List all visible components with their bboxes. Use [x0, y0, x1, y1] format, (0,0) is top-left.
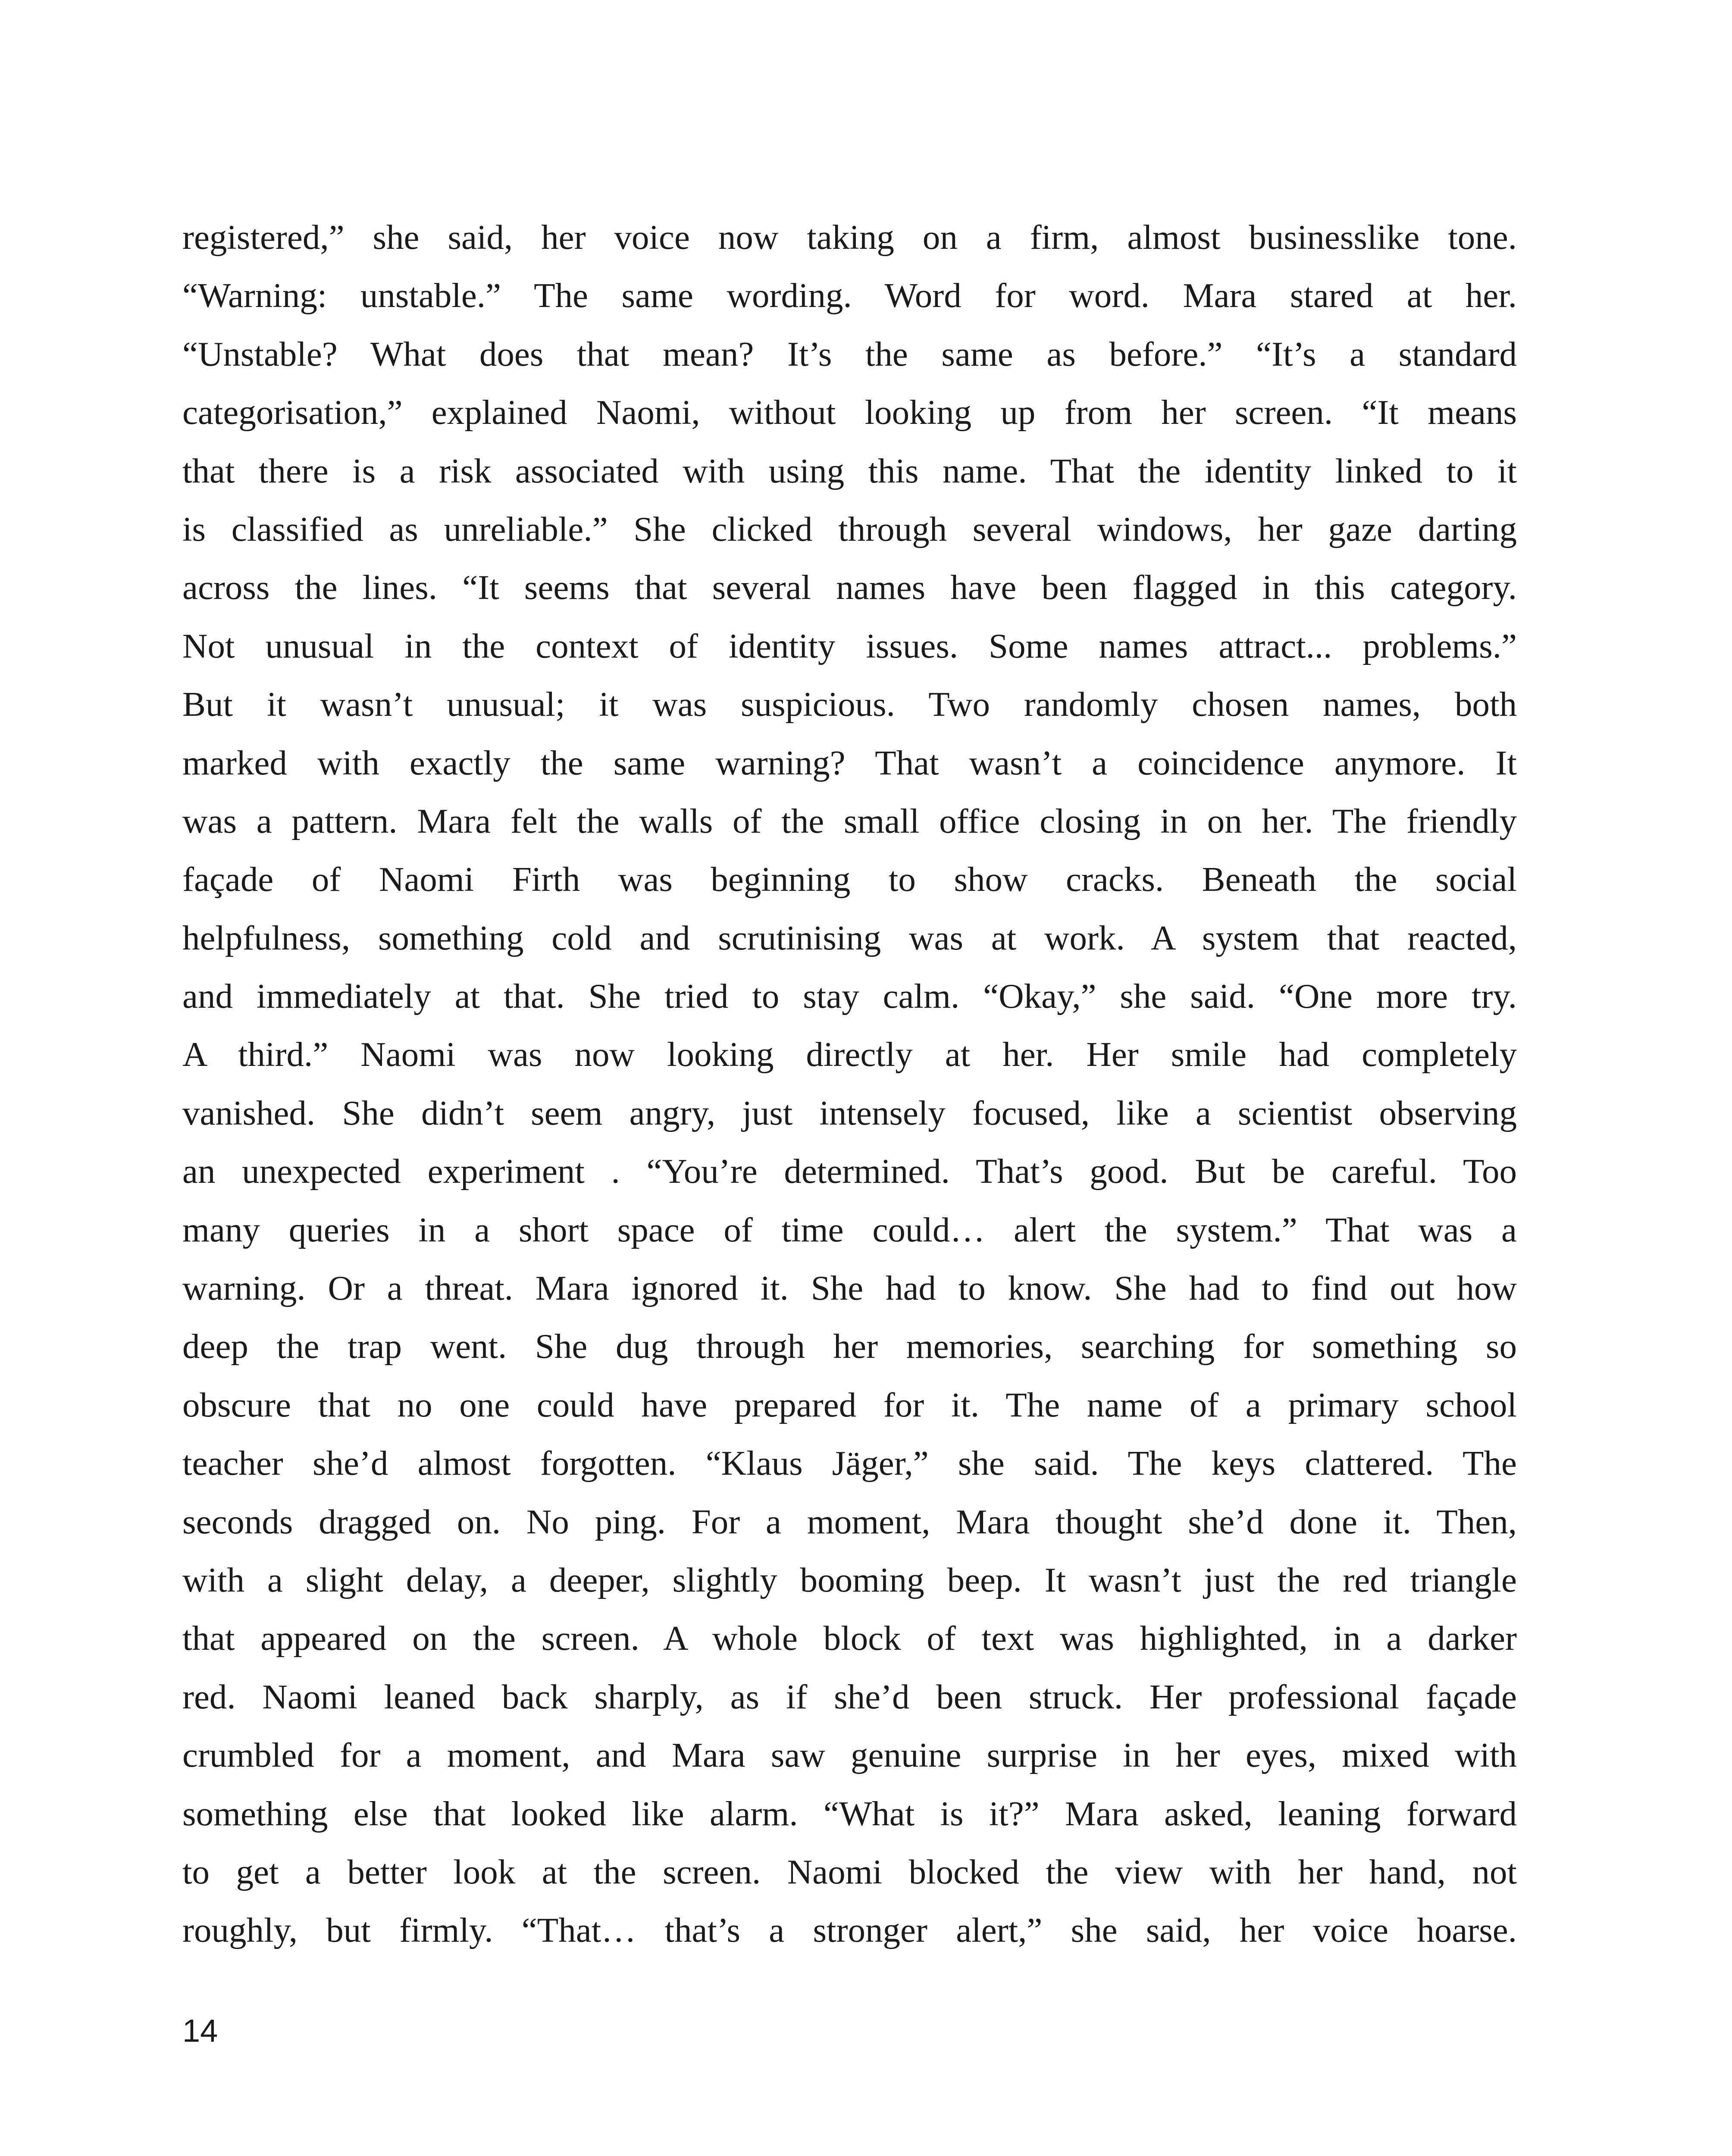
text-line: A third.” Naomi was now looking directly at her. Her smile had completely: [182, 1035, 1517, 1074]
text-line: helpfulness, something cold and scrutinising was at work. A system that reacted,: [182, 918, 1517, 957]
text-line: with a slight delay, a deeper, slightly booming beep. It wasn’t just the red triangle: [182, 1560, 1517, 1599]
text-line: obscure that no one could have prepared for it. The name of a primary school: [182, 1385, 1517, 1424]
text-line: was a pattern. Mara felt the walls of the small office closing in on her. The friendly: [182, 801, 1517, 840]
text-line: categorisation,” explained Naomi, without looking up from her screen. “It means: [182, 393, 1517, 432]
text-line: something else that looked like alarm. “What is it?” Mara asked, leaning forward: [182, 1794, 1517, 1833]
text-line: seconds dragged on. No ping. For a moment, Mara thought she’d done it. Then,: [182, 1502, 1517, 1541]
text-line: across the lines. “It seems that several names have been flagged in this category.: [182, 568, 1517, 607]
text-line: that appeared on the screen. A whole block of text was highlighted, in a darker: [182, 1619, 1517, 1658]
page-number: 14: [182, 2013, 218, 2049]
text-line: teacher she’d almost forgotten. “Klaus Jäger,” she said. The keys clattered. The: [182, 1444, 1517, 1483]
text-line: warning. Or a threat. Mara ignored it. She had to know. She had to find out how: [182, 1269, 1517, 1308]
body-text: [182, 208, 1517, 1960]
text-line: But it wasn’t unusual; it was suspicious. Two randomly chosen names, both: [182, 685, 1517, 724]
text-line: registered,” she said, her voice now taking on a firm, almost businesslike tone.: [182, 218, 1517, 257]
text-line: and immediately at that. She tried to stay calm. “Okay,” she said. “One more try.: [182, 977, 1517, 1016]
text-line: many queries in a short space of time could… alert the system.” That was a: [182, 1210, 1517, 1249]
text-line: to get a better look at the screen. Naomi blocked the view with her hand, not: [182, 1852, 1517, 1891]
text-line: façade of Naomi Firth was beginning to show cracks. Beneath the social: [182, 860, 1517, 899]
text-line: marked with exactly the same warning? That wasn’t a coincidence anymore. It: [182, 743, 1517, 782]
text-line: that there is a risk associated with using this name. That the identity linked to it: [182, 451, 1517, 490]
text-line: “Warning: unstable.” The same wording. Word for word. Mara stared at her.: [182, 276, 1517, 315]
text-line: an unexpected experiment . “You’re determined. That’s good. But be careful. Too: [182, 1152, 1517, 1191]
text-line: deep the trap went. She dug through her memories, searching for something so: [182, 1327, 1517, 1366]
text-line: Not unusual in the context of identity issues. Some names attract... problems.”: [182, 626, 1517, 665]
text-line: is classified as unreliable.” She clicked through several windows, her gaze darting: [182, 509, 1517, 548]
text-line: “Unstable? What does that mean? It’s the same as before.” “It’s a standard: [182, 334, 1517, 373]
text-line: roughly, but firmly. “That… that’s a stronger alert,” she said, her voice hoarse.: [182, 1911, 1517, 1950]
text-line: crumbled for a moment, and Mara saw genuine surprise in her eyes, mixed with: [182, 1736, 1517, 1775]
text-line: vanished. She didn’t seem angry, just intensely focused, like a scientist observing: [182, 1093, 1517, 1132]
text-line: red. Naomi leaned back sharply, as if she’d been struck. Her professional façade: [182, 1677, 1517, 1716]
